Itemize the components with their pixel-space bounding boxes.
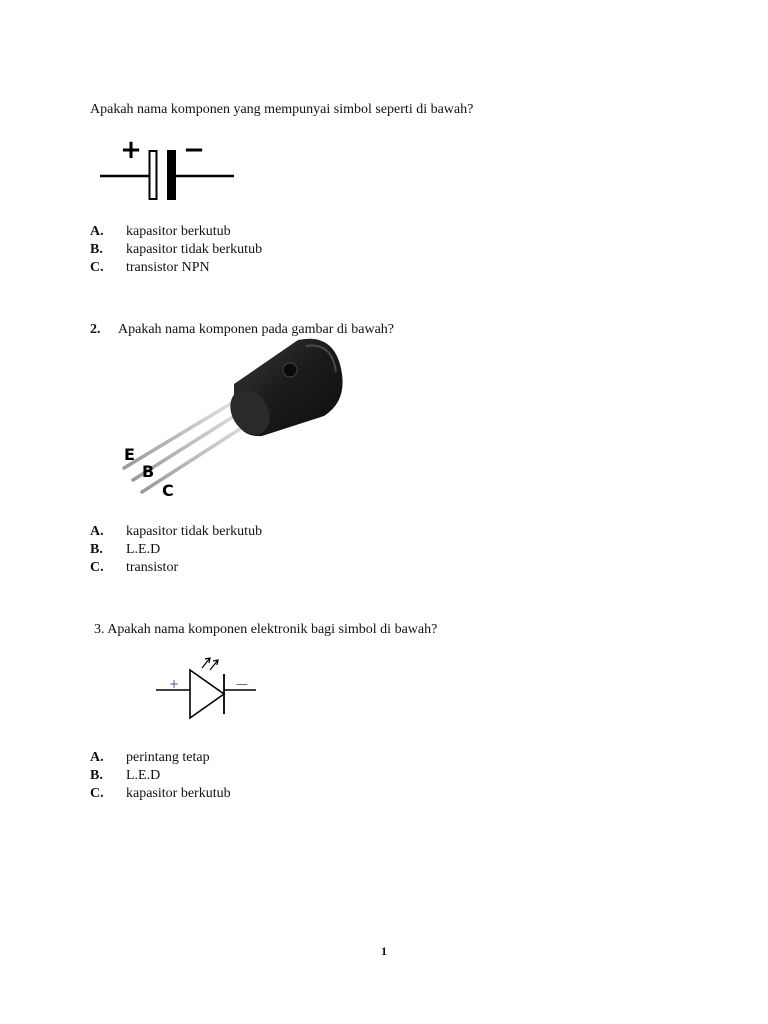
question-3-option-a: A. perintang tetap xyxy=(90,750,210,765)
question-1-text: Apakah nama komponen yang mempunyai simbol seperti di bawah? xyxy=(90,102,474,117)
question-3-option-c: C. kapasitor berkutub xyxy=(90,786,231,801)
transistor-photo-icon xyxy=(110,332,350,507)
question-3-option-b: B. L.E.D xyxy=(90,768,161,783)
question-2-option-a: A. kapasitor tidak berkutub xyxy=(90,524,263,539)
question-3 xyxy=(94,621,437,639)
question-2-options xyxy=(90,523,262,577)
question-1-option-a: A. kapasitor berkutub xyxy=(90,224,231,239)
question-1-option-b: B. kapasitor tidak berkutub xyxy=(90,242,263,257)
polarized-capacitor-symbol-icon xyxy=(96,136,246,213)
question-2-option-b: B. L.E.D xyxy=(90,542,161,557)
question-3-text: Apakah nama komponen elektronik bagi simbol di bawah? xyxy=(107,622,438,637)
question-1-option-c: C. transistor NPN xyxy=(90,260,210,275)
question-1 xyxy=(90,101,473,119)
led-minus-sign: — xyxy=(236,677,248,691)
base-label: B xyxy=(142,462,155,481)
question-1-options xyxy=(90,223,262,277)
question-2-number: 2. xyxy=(90,322,101,337)
led-plus-sign: + xyxy=(168,677,180,691)
question-2-option-c: C. transistor xyxy=(90,560,179,575)
capacitor-plus-sign: + xyxy=(120,136,142,165)
question-3-number: 3. xyxy=(94,622,105,637)
led-symbol-icon xyxy=(150,650,262,727)
question-2-text: Apakah nama komponen pada gambar di bawah? xyxy=(118,322,395,337)
question-3-options xyxy=(90,749,231,803)
collector-label: C xyxy=(162,481,174,500)
capacitor-minus-sign: − xyxy=(183,136,205,165)
emitter-label: E xyxy=(124,445,135,464)
page-number: 1 xyxy=(381,944,387,958)
